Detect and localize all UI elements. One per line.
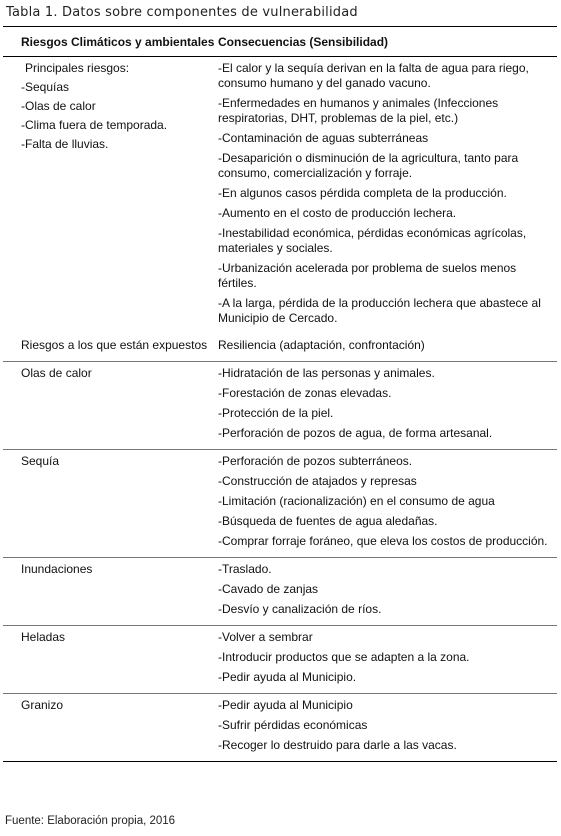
consequence-item: -Pedir ayuda al Municipio.	[218, 670, 357, 684]
table-row	[3, 362, 557, 450]
header-risks: Riesgos Climáticos y ambientales	[21, 35, 215, 49]
risk-label: -Clima fuera de temporada.	[21, 118, 168, 132]
consequence-item: Resiliencia (adaptación, confrontación)	[218, 338, 425, 352]
source-note: Fuente: Elaboración propia, 2016	[5, 815, 176, 827]
risk-cell	[3, 694, 218, 762]
risk-cell	[3, 626, 218, 694]
table-caption: Tabla 1. Datos sobre componentes de vulnerabilidad	[6, 5, 358, 20]
consequence-item: -Desvío y canalización de ríos.	[218, 602, 382, 616]
consequence-cell	[218, 558, 557, 626]
table-row	[3, 626, 557, 694]
consequence-item: -Construcción de atajados y represas	[218, 474, 417, 488]
consequence-cell	[218, 450, 557, 558]
risk-label: Heladas	[21, 630, 66, 644]
consequence-item: -Forestación de zonas elevadas.	[218, 386, 392, 400]
consequence-item: -Introducir productos que se adapten a la zona.	[218, 650, 470, 664]
risk-cell	[3, 57, 218, 335]
consequence-cell	[218, 694, 557, 762]
consequence-item: -A la larga, pérdida de la producción lechera que abastece al Municipio de Cercado.	[218, 296, 541, 325]
risk-label: -Olas de calor	[21, 99, 96, 113]
consequence-item: -Desaparición o disminución de la agricultura, tanto para consumo, comercialización y forraje.	[218, 151, 519, 180]
risk-label: Sequía	[21, 454, 60, 468]
consequence-item: -Inestabilidad económica, pérdidas económicas agrícolas, materiales y sociales.	[218, 226, 527, 255]
vulnerability-table	[3, 26, 557, 762]
consequence-item: -Volver a sembrar	[218, 630, 313, 644]
consequence-item: -Urbanización acelerada por problema de suelos menos fértiles.	[218, 261, 517, 290]
table-body	[3, 57, 557, 762]
risk-cell	[3, 334, 218, 362]
risk-label: -Sequías	[21, 80, 70, 94]
consequence-item: -Perforación de pozos de agua, de forma artesanal.	[218, 426, 493, 440]
consequence-item: -Cavado de zanjas	[218, 582, 319, 596]
risk-label: -Falta de lluvias.	[21, 137, 109, 151]
table-row	[3, 694, 557, 762]
table-row	[3, 558, 557, 626]
risk-label: Principales riesgos:	[25, 61, 130, 75]
consequence-item: -Aumento en el costo de producción lechera.	[218, 206, 457, 220]
vulnerability-table-container	[3, 26, 557, 762]
consequence-item: -Recoger lo destruido para darle a las vacas.	[218, 738, 457, 752]
consequence-item: -Sufrir pérdidas económicas	[218, 718, 368, 732]
consequence-item: -En algunos casos pérdida completa de la producción.	[218, 186, 507, 200]
consequence-item: -El calor y la sequía derivan en la falta de agua para riego, consumo humano y del ganado vacuno.	[218, 61, 529, 90]
consequence-item: -Pedir ayuda al Municipio	[218, 698, 353, 712]
risk-label: Riesgos a los que están expuestos	[21, 338, 208, 352]
consequence-item: -Protección de la piel.	[218, 406, 334, 420]
consequence-cell	[218, 626, 557, 694]
table-row	[3, 57, 557, 335]
consequence-item: -Contaminación de aguas subterráneas	[218, 131, 429, 145]
risk-cell	[3, 362, 218, 450]
consequence-item: -Traslado.	[218, 562, 272, 576]
table-row	[3, 334, 557, 362]
consequence-item: -Hidratación de las personas y animales.	[218, 366, 435, 380]
risk-label: Granizo	[21, 698, 64, 712]
risk-label: Olas de calor	[21, 366, 92, 380]
table-row	[3, 450, 557, 558]
header-consequences: Consecuencias (Sensibilidad)	[218, 35, 389, 49]
risk-cell	[3, 450, 218, 558]
risk-label: Inundaciones	[21, 562, 93, 576]
consequence-item: -Búsqueda de fuentes de agua aledañas.	[218, 514, 438, 528]
consequence-item: -Enfermedades en humanos y animales (Infecciones respiratorias, DHT, problemas de la piel, etc.)	[218, 96, 499, 125]
risk-cell	[3, 558, 218, 626]
table-header	[3, 27, 557, 57]
consequence-cell	[218, 334, 557, 362]
consequence-cell	[218, 362, 557, 450]
consequence-item: -Comprar forraje foráneo, que eleva los costos de producción.	[218, 534, 548, 548]
consequence-item: -Perforación de pozos subterráneos.	[218, 454, 413, 468]
header-row	[3, 27, 557, 57]
consequence-cell	[218, 57, 557, 335]
consequence-item: -Limitación (racionalización) en el consumo de agua	[218, 494, 495, 508]
